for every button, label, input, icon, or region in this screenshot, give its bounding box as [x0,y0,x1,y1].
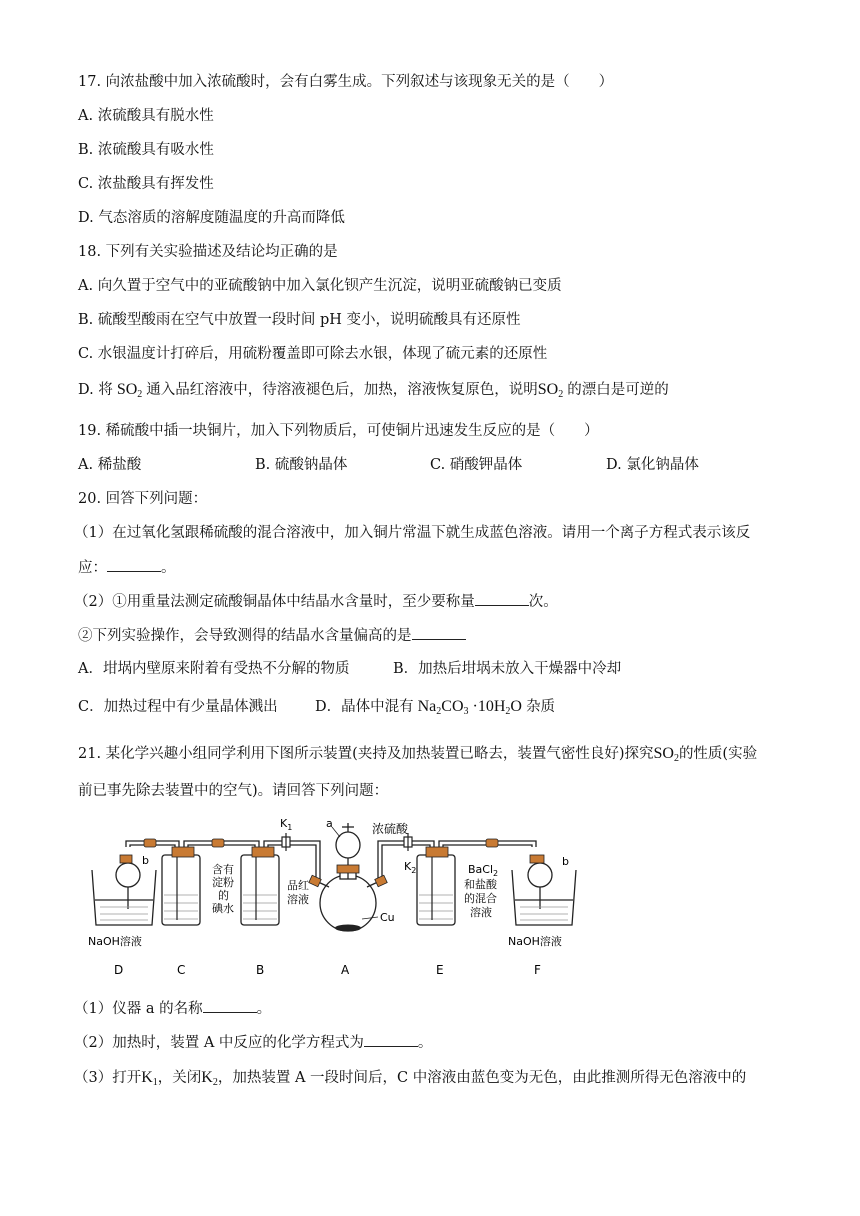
answer-blank[interactable] [203,998,257,1013]
q20-part2: （2）①用重量法测定硫酸铜晶体中结晶水含量时，至少要称量 次。 [74,591,558,612]
q18-option-b: B. 硫酸型酸雨在空气中放置一段时间 pH 变小，说明硫酸具有还原性 [78,312,521,328]
q19-stem: 19. 稀硫酸中插一块铜片，加入下列物质后，可使铜片迅速发生反应的是（ ） [78,423,599,439]
acid-label: 浓硫酸 [372,822,409,836]
k2-symbol: $K_2$ [201,1069,218,1088]
q18-option-c: C. 水银温度计打碎后，用硫粉覆盖即可除去水银，体现了硫元素的还原性 [78,346,548,362]
b-label-right: b [562,855,569,868]
label-c: C [177,963,186,977]
so2-formula: $SO_2$ [653,745,679,764]
q17-option-b: B. 浓硫酸具有吸水性 [78,142,214,158]
bacl2-label-2: 和盐酸 [464,878,497,891]
answer-blank[interactable] [475,591,529,606]
k1-symbol: $K_1$ [141,1069,158,1088]
q21-stem-cont: 前已事先除去装置中的空气)。请回答下列问题： [78,783,389,799]
cu-label: Cu [380,911,395,924]
q20-option-a: A．坩埚内壁原来附着有受热不分解的物质 [78,661,350,677]
q18-option-a: A. 向久置于空气中的亚硫酸钠中加入氯化钡产生沉淀，说明亚硫酸钠已变质 [78,278,562,294]
so2-formula: $SO_2$ [537,381,564,400]
so2-formula: $SO_2$ [116,381,143,400]
starch-label-4: 碘水 [212,902,234,915]
starch-label-3: 的 [218,889,229,902]
q17-option-a: A. 浓硫酸具有脱水性 [78,108,214,124]
q19-option-d: D. 氯化钠晶体 [606,457,699,473]
q19-option-b: B. 硫酸钠晶体 [255,457,348,473]
starch-label-1: 含有 [212,863,234,876]
q20-option-b: B．加热后坩埚未放入干燥器中冷却 [393,661,622,677]
q18-d-text-2: 通入品红溶液中，待溶液褪色后，加热，溶液恢复原色，说明 [146,382,538,398]
bacl2-label-3: 的混合 [464,892,497,905]
q21-part1: （1）仪器 a 的名称 。 [74,998,271,1019]
q18-d-text-1: D. 将 [78,382,113,398]
q18-stem: 18. 下列有关实验描述及结论均正确的是 [78,244,338,260]
label-a: A [341,963,350,977]
q20-part1: （1）在过氧化氢跟稀硫酸的混合溶液中，加入铜片常温下就生成蓝色溶液。请用一个离子方程式表示该反 [74,525,751,541]
q20-part1-cont: 应： 。 [78,557,176,578]
q17-stem: 17. 向浓盐酸中加入浓硫酸时，会有白雾生成。下列叙述与该现象无关的是（ ） [78,74,614,90]
q21-part3: （3）打开$K_1$，关闭$K_2$，加热装置 A 一段时间后，C 中溶液由蓝色变为无色，由此推测所得无色溶液中的 [74,1069,747,1088]
bacl2-label-4: 溶液 [470,906,492,919]
q17-option-d: D. 气态溶质的溶解度随温度的升高而降低 [78,210,345,226]
b-label-left: b [142,854,149,867]
pinhong-label-1: 品红 [287,879,309,892]
a-label: a [326,817,333,830]
label-f: F [534,963,541,977]
q19-option-a: A. 稀盐酸 [78,457,142,473]
answer-blank[interactable] [412,625,466,640]
q20-option-d: D．晶体中混有 $Na_2CO_3 \cdot 10H_2O$ 杂质 [315,698,555,717]
apparatus-diagram [84,815,584,985]
q21-stem: 21. 某化学兴趣小组同学利用下图所示装置(夹持及加热装置已略去，装置气密性良好)探究$SO_2$的性质(实验 [78,745,758,764]
na2co3-formula: $Na_2CO_3 \cdot 10H_2O$ [413,698,526,717]
q19-option-c: C. 硝酸钾晶体 [430,457,523,473]
answer-blank[interactable] [364,1032,418,1047]
k2-label: $K_2$ [404,860,417,875]
bacl2-label-1: BaCl$_2$ [468,863,499,878]
starch-label-2: 淀粉 [212,876,234,889]
q18-option-d [78,380,669,400]
label-b: B [256,963,265,977]
naoh-label-left: NaOH溶液 [88,935,142,948]
answer-blank[interactable] [107,557,161,572]
q17-option-c: C. 浓盐酸具有挥发性 [78,176,214,192]
label-e: E [436,963,444,977]
k1-label: $K_1$ [280,817,293,832]
q21-part2: （2）加热时，装置 A 中反应的化学方程式为 。 [74,1032,432,1053]
pinhong-label-2: 溶液 [287,893,309,906]
q20-part3: ②下列实验操作，会导致测得的结晶水含量偏高的是 [78,625,466,646]
q18-d-text-3: 的漂白是可逆的 [567,382,669,398]
q20-option-c: C．加热过程中有少量晶体溅出 [78,699,278,715]
naoh-label-right: NaOH溶液 [508,935,562,948]
label-d: D [114,963,124,977]
q20-stem: 20. 回答下列问题： [78,491,208,507]
